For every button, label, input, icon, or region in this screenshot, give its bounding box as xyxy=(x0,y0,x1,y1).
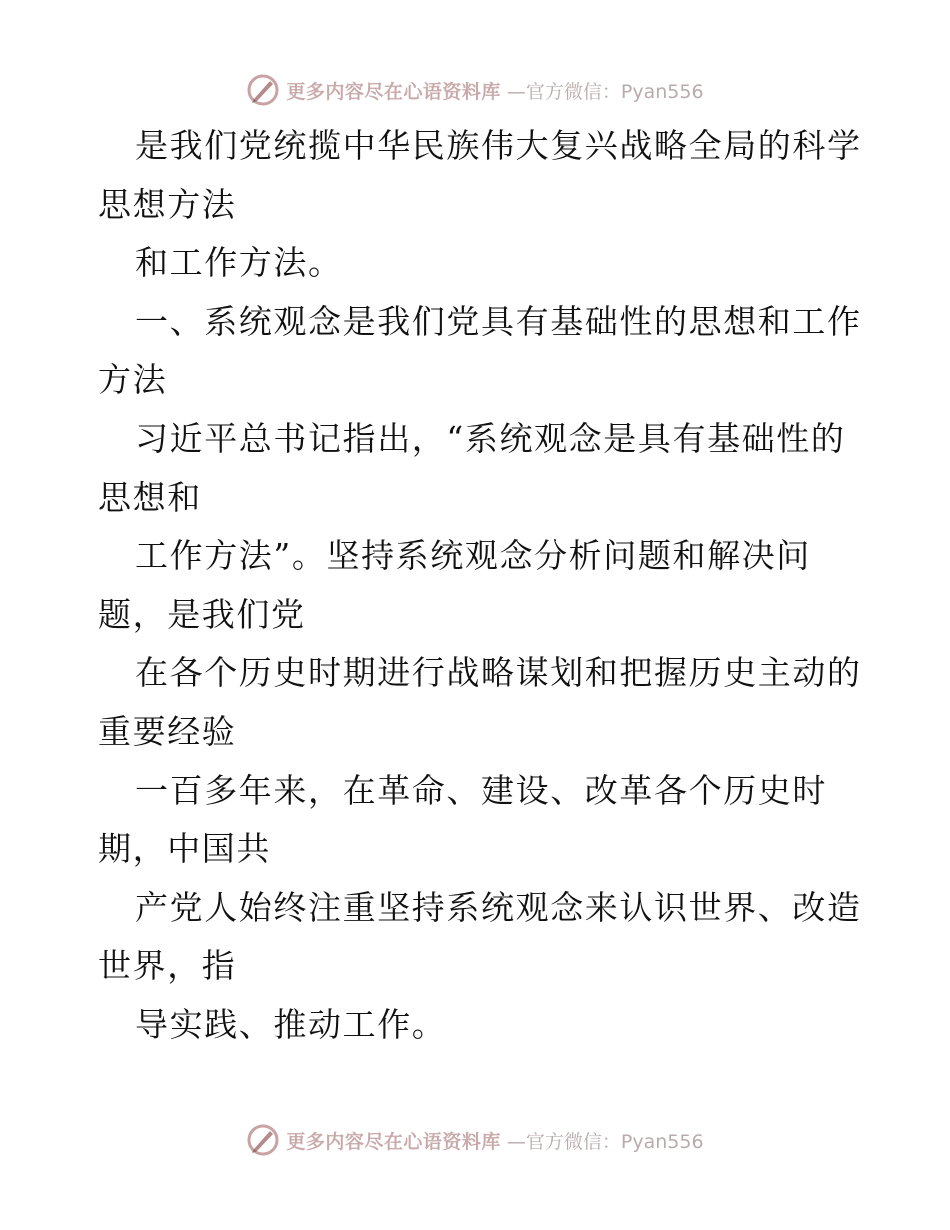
text-line: 和工作方法。 xyxy=(135,243,343,283)
watermark-main-text: 更多内容尽在心语资料库 xyxy=(286,80,501,103)
section-heading-line: 一、系统观念是我们党具有基础性的思想和工作 xyxy=(135,301,862,341)
pen-logo-icon xyxy=(246,1123,280,1157)
text-line: 期，中国共 xyxy=(98,829,271,869)
text-line: 世界，指 xyxy=(98,946,237,986)
pen-logo-icon xyxy=(246,73,280,107)
text-line: 题，是我们党 xyxy=(98,594,306,634)
document-body xyxy=(98,117,862,1055)
watermark-sub-text: —官方微信：Pyan556 xyxy=(506,1130,704,1153)
text-line: 工作方法”。坚持系统观念分析问题和解决问 xyxy=(135,536,811,576)
text-line: 产党人始终注重坚持系统观念来认识世界、改造 xyxy=(135,887,862,927)
text-line: 是我们党统揽中华民族伟大复兴战略全局的科学 xyxy=(135,126,862,165)
watermark-sub-text: —官方微信：Pyan556 xyxy=(506,80,704,103)
text-line: 重要经验 xyxy=(98,711,237,751)
section-heading-line: 方法 xyxy=(98,360,168,400)
text-line: 一百多年来，在革命、建设、改革各个历史时 xyxy=(135,770,827,810)
text-line: 思想方法 xyxy=(98,184,237,224)
header-watermark xyxy=(0,70,950,110)
text-line: 在各个历史时期进行战略谋划和把握历史主动的 xyxy=(135,653,862,693)
text-line: 思想和 xyxy=(98,477,202,517)
watermark-main-text: 更多内容尽在心语资料库 xyxy=(286,1130,501,1153)
footer-watermark xyxy=(0,1120,950,1160)
text-line: 导实践、推动工作。 xyxy=(135,1004,447,1044)
text-line: 习近平总书记指出，“系统观念是具有基础性的 xyxy=(135,418,846,458)
